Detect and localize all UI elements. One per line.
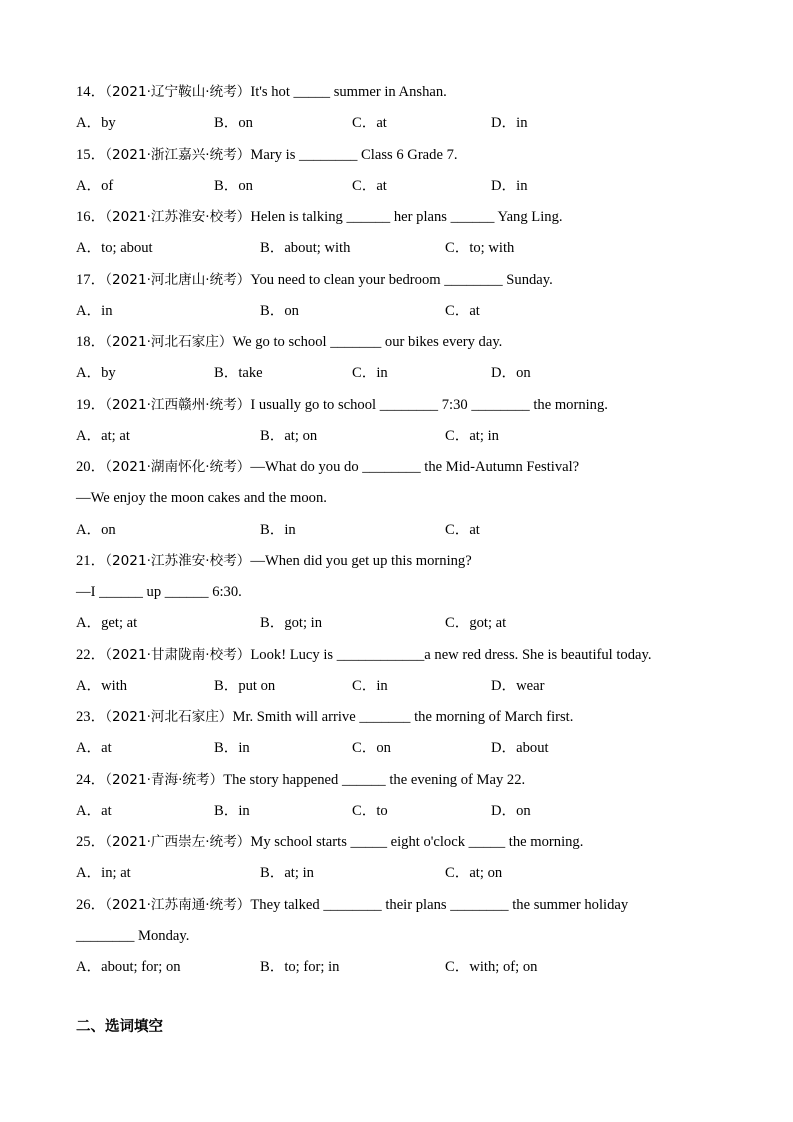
question-text: Helen is talking ______ her plans ______ Yang Ling. — [250, 209, 563, 225]
question-text: Mary is ________ Class 6 Grade 7. — [250, 146, 458, 163]
question-stem — [76, 551, 472, 571]
question-text: Look! Lucy is ____________a new red dress. She is beautiful today. — [250, 646, 652, 663]
question-number: 26． — [76, 896, 106, 913]
question-source: （2021·湖南怀化·统考） — [105, 459, 251, 475]
question-stem — [76, 832, 583, 852]
question-stem — [76, 270, 553, 290]
answer-option: B．at; in — [260, 865, 314, 882]
answer-option: C．on — [352, 740, 391, 757]
question-number: 16． — [76, 209, 106, 225]
question-stem — [76, 395, 608, 415]
answer-option: D．in — [491, 115, 528, 132]
answer-option: D．in — [491, 177, 528, 194]
answer-option: C．at; in — [445, 427, 499, 444]
question-text: You need to clean your bedroom ________ Sunday. — [250, 271, 553, 288]
answer-option: C．to — [352, 802, 388, 819]
answer-option: D．on — [491, 802, 531, 819]
question-number: 19． — [76, 396, 106, 413]
answer-option: D．wear — [491, 677, 545, 694]
answer-option: C．with; of; on — [445, 959, 538, 975]
answer-option: B．at; on — [260, 427, 318, 444]
question-number: 25． — [76, 834, 106, 850]
question-stem — [76, 207, 563, 227]
question-number: 15． — [76, 146, 106, 163]
answer-option: D．about — [491, 740, 549, 757]
answer-option: A．of — [76, 177, 114, 194]
answer-option: A．in; at — [76, 865, 131, 882]
question-text: They talked ________ their plans ________ the summer holiday — [250, 896, 629, 913]
question-text: It's hot _____ summer in Anshan. — [250, 84, 447, 100]
question-source: （2021·江苏淮安·校考） — [105, 209, 251, 225]
question-number: 17． — [76, 271, 106, 288]
answer-option: A．get; at — [76, 615, 138, 632]
answer-option: A．at; at — [76, 427, 130, 444]
question-source: （2021·广西崇左·统考） — [105, 834, 251, 850]
question-stem — [76, 145, 458, 165]
answer-option: C．got; at — [445, 615, 507, 632]
answer-option: C．at — [352, 177, 387, 194]
question-source: （2021·河北唐山·统考） — [105, 271, 251, 288]
answer-option: A．in — [76, 302, 113, 319]
question-source: （2021·浙江嘉兴·统考） — [105, 146, 251, 163]
question-source: （2021·青海·统考） — [105, 771, 224, 788]
question-stem — [76, 645, 652, 665]
answer-option: B．on — [214, 115, 253, 132]
question-source: （2021·江苏淮安·校考） — [105, 552, 251, 569]
question-stem — [76, 332, 502, 352]
question-source: （2021·辽宁鞍山·统考） — [105, 84, 251, 100]
answer-option: B．in — [260, 521, 296, 538]
answer-option: B．on — [214, 177, 253, 194]
question-text: We go to school _______ our bikes every day. — [232, 334, 503, 350]
answer-option: A．about; for; on — [76, 959, 181, 975]
answer-option: A．on — [76, 521, 116, 538]
question-text: —What do you do ________ the Mid-Autumn Festival? — [250, 459, 580, 475]
answer-option: C．in — [352, 677, 388, 694]
question-stem — [76, 457, 579, 477]
question-number: 14． — [76, 84, 106, 100]
answer-option: C．at; on — [445, 865, 503, 882]
question-text: My school starts _____ eight o'clock _____ the morning. — [250, 834, 584, 850]
question-source: （2021·江西赣州·统考） — [105, 396, 251, 413]
question-number: 20． — [76, 459, 106, 475]
answer-option: C．at — [445, 521, 480, 538]
question-stem — [76, 895, 628, 915]
section-title: 二、选词填空 — [76, 1019, 163, 1035]
question-number: 18． — [76, 334, 106, 350]
question-text: —When did you get up this morning? — [250, 552, 472, 569]
question-text: Mr. Smith will arrive _______ the morning of March first. — [232, 709, 574, 725]
answer-option: C．in — [352, 365, 388, 382]
question-text: The story happened ______ the evening of May 22. — [223, 771, 526, 788]
answer-option: B．in — [214, 740, 250, 757]
question-text-continued: —I ______ up ______ 6:30. — [76, 584, 242, 600]
answer-option: B．to; for; in — [260, 959, 340, 975]
question-number: 23． — [76, 709, 106, 725]
answer-option: A．to; about — [76, 240, 153, 257]
answer-option: B．got; in — [260, 615, 323, 632]
answer-option: A．at — [76, 740, 112, 757]
answer-option: C．at — [445, 302, 480, 319]
question-stem — [76, 707, 573, 727]
answer-option: A．at — [76, 802, 112, 819]
question-source: （2021·河北石家庄） — [105, 334, 233, 350]
question-number: 22． — [76, 646, 106, 663]
question-source: （2021·河北石家庄） — [105, 709, 233, 725]
question-text-continued: —We enjoy the moon cakes and the moon. — [76, 490, 327, 507]
answer-option: B．put on — [214, 677, 276, 694]
question-stem — [76, 770, 525, 790]
question-number: 21． — [76, 552, 106, 569]
question-number: 24． — [76, 771, 106, 788]
question-stem — [76, 82, 447, 102]
answer-option: A．with — [76, 677, 128, 694]
question-text-continued: ________ Monday. — [76, 927, 190, 944]
answer-option: C．to; with — [445, 240, 515, 257]
answer-option: B．in — [214, 802, 250, 819]
answer-option: B．take — [214, 365, 263, 382]
answer-option: A．by — [76, 115, 116, 132]
answer-option: B．on — [260, 302, 299, 319]
answer-option: A．by — [76, 365, 116, 382]
answer-option: B．about; with — [260, 240, 351, 257]
question-text: I usually go to school ________ 7:30 ________ the morning. — [250, 396, 608, 413]
answer-option: D．on — [491, 365, 531, 382]
question-source: （2021·江苏南通·统考） — [105, 896, 251, 913]
answer-option: C．at — [352, 115, 387, 132]
question-source: （2021·甘肃陇南·校考） — [105, 646, 251, 663]
